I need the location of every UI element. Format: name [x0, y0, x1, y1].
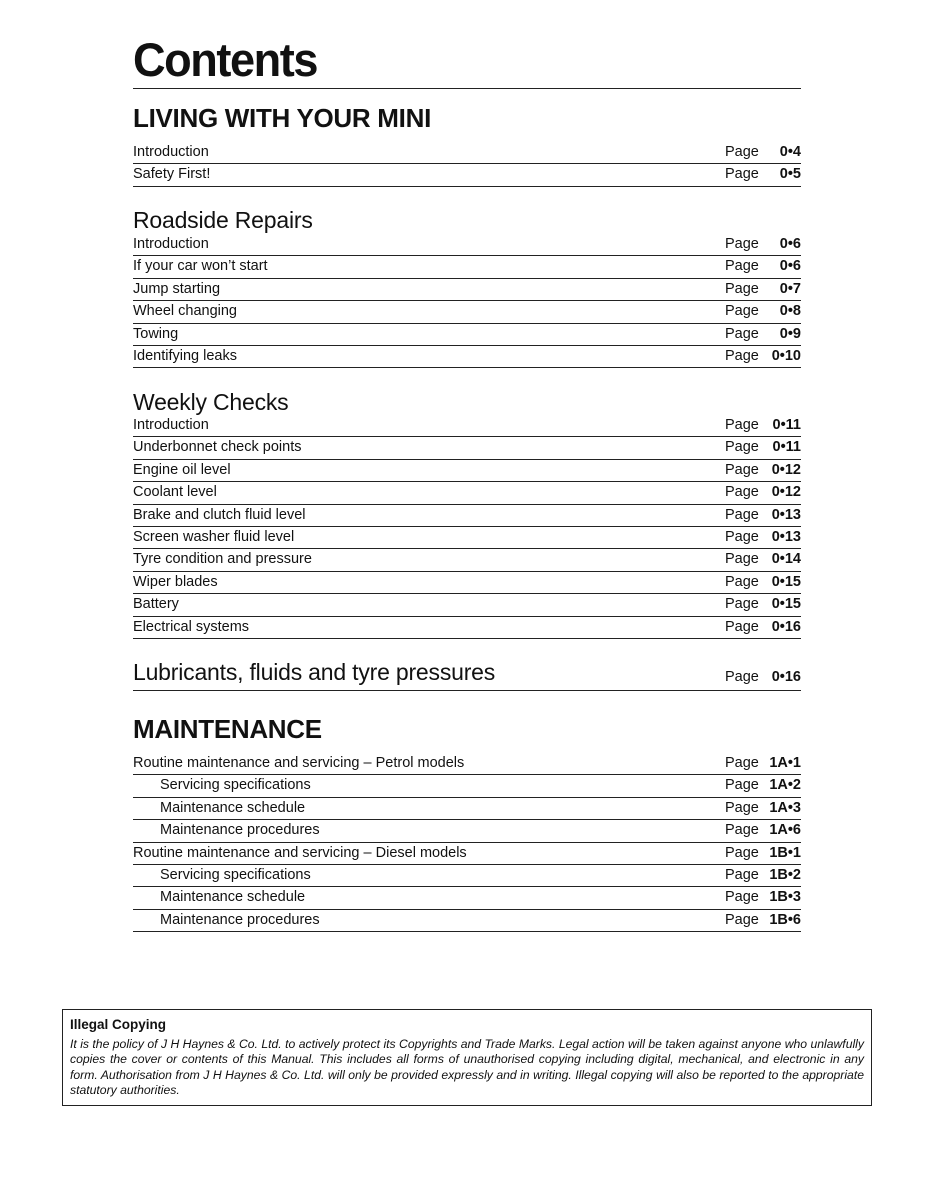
page-word: Page [725, 506, 759, 523]
toc-row[interactable] [133, 505, 801, 527]
section-heading-weekly: Weekly Checks [133, 389, 289, 415]
toc-row[interactable] [133, 301, 801, 323]
page-number: 0•4 [779, 144, 801, 160]
page-number: 0•11 [772, 417, 801, 433]
page-word: Page [725, 258, 759, 275]
toc-row[interactable] [133, 164, 801, 186]
toc-row[interactable] [133, 910, 801, 932]
toc-list-living [133, 142, 801, 187]
page-number: 1B•3 [769, 889, 801, 906]
toc-entry-label: Maintenance schedule [160, 889, 306, 906]
page-number: 0•9 [779, 325, 801, 342]
toc-row[interactable] [133, 865, 801, 887]
page-number: 0•12 [771, 484, 801, 501]
toc-row[interactable] [133, 527, 801, 549]
toc-entry-label: Towing [133, 325, 179, 342]
toc-entry-label: If your car won’t start [133, 258, 268, 275]
page-word: Page [725, 144, 759, 160]
toc-row[interactable] [133, 775, 801, 797]
toc-list-roadside [133, 234, 801, 368]
toc-entry-label: Routine maintenance and servicing – Diesel models [133, 844, 467, 861]
page-word: Page [725, 755, 759, 771]
page-number: 1A•3 [769, 799, 801, 816]
page-word: Page [725, 461, 759, 478]
page-word: Page [725, 439, 759, 456]
toc-row[interactable] [133, 753, 801, 775]
toc-entry-label: Engine oil level [133, 461, 231, 478]
page-word: Page [725, 618, 759, 635]
toc-entry-label: Maintenance procedures [160, 822, 320, 839]
page-word: Page [725, 347, 759, 364]
page-word: Page [725, 669, 759, 685]
page-word: Page [725, 573, 759, 590]
page-number: 0•15 [771, 596, 801, 613]
page-word: Page [725, 528, 759, 545]
toc-entry-label: Routine maintenance and servicing – Petrol models [133, 755, 465, 771]
page-number: 0•16 [771, 669, 801, 685]
toc-list-maintenance [133, 753, 801, 932]
page-number: 1A•2 [769, 777, 801, 794]
notice-body: It is the policy of J H Haynes & Co. Ltd. to actively protect its Copyrights and Trade Marks. Legal action will be taken against anyone who unlawfully copies the cover or contents of this Manual. This includes all forms of unauthorised copying including digital, mechanical, and electronic in any form. Authorisation from J H Haynes & Co. Ltd. will only be provided expressly and in writing. Illegal copying will also be reported to the appropriate statutory authorities. [70, 1037, 864, 1097]
toc-entry-label: Servicing specifications [160, 866, 311, 883]
toc-row[interactable] [133, 437, 801, 459]
toc-row[interactable] [133, 279, 801, 301]
toc-entry-label: Introduction [133, 144, 209, 160]
page-number: 0•11 [772, 439, 801, 456]
page-word: Page [725, 236, 759, 252]
page-number: 0•5 [779, 166, 801, 183]
page-number: 0•6 [779, 258, 801, 275]
toc-entry-label: Jump starting [133, 280, 221, 297]
page-number: 1B•1 [769, 844, 801, 861]
page-number: 0•16 [771, 618, 801, 635]
page-word: Page [725, 596, 759, 613]
toc-row[interactable] [133, 460, 801, 482]
page-number: 1A•6 [769, 822, 801, 839]
page-word: Page [725, 551, 759, 568]
page-word: Page [725, 280, 759, 297]
toc-row[interactable] [133, 346, 801, 368]
page-word: Page [725, 911, 759, 928]
toc-entry-label: Introduction [133, 417, 209, 433]
toc-row[interactable] [133, 843, 801, 865]
toc-entry-label: Introduction [133, 236, 209, 252]
toc-row[interactable] [133, 798, 801, 820]
toc-row[interactable] [133, 482, 801, 504]
page-number: 0•6 [779, 236, 801, 252]
toc-row[interactable] [133, 324, 801, 346]
illegal-copying-notice [62, 1009, 872, 1106]
page-number: 1B•6 [769, 911, 801, 928]
title-rule [133, 88, 801, 89]
toc-entry-label: Identifying leaks [133, 347, 237, 364]
toc-row[interactable] [133, 820, 801, 842]
toc-row[interactable] [133, 572, 801, 594]
toc-entry-label: Screen washer fluid level [133, 528, 295, 545]
toc-row-lubricants[interactable] [133, 660, 801, 691]
notice-title: Illegal Copying [70, 1017, 167, 1032]
page-number: 0•12 [771, 461, 801, 478]
toc-entry-label: Tyre condition and pressure [133, 551, 312, 568]
toc-entry-label: Lubricants, fluids and tyre pressures [133, 659, 496, 685]
toc-row[interactable] [133, 234, 801, 256]
toc-entry-label: Battery [133, 596, 179, 613]
page-number: 0•8 [779, 303, 801, 320]
toc-entry-label: Maintenance procedures [160, 911, 320, 928]
toc-entry-label: Underbonnet check points [133, 439, 302, 456]
toc-row[interactable] [133, 594, 801, 616]
page-title: Contents [133, 33, 317, 86]
toc-row[interactable] [133, 617, 801, 639]
toc-entry-label: Coolant level [133, 484, 217, 501]
page-number: 0•14 [771, 551, 801, 568]
toc-entry-label: Maintenance schedule [160, 799, 306, 816]
page-word: Page [725, 777, 759, 794]
toc-entry-label: Servicing specifications [160, 777, 311, 794]
toc-row[interactable] [133, 415, 801, 437]
toc-row[interactable] [133, 887, 801, 909]
toc-entry-label: Wheel changing [133, 303, 237, 320]
toc-entry-label: Electrical systems [133, 618, 250, 635]
toc-row[interactable] [133, 256, 801, 278]
page-word: Page [725, 889, 759, 906]
page-number: 0•13 [771, 528, 801, 545]
toc-list-weekly [133, 415, 801, 639]
page-number: 0•13 [771, 506, 801, 523]
section-heading-maintenance: MAINTENANCE [133, 714, 322, 744]
toc-entry-label: Safety First! [133, 166, 211, 183]
section-heading-roadside: Roadside Repairs [133, 207, 313, 233]
page-number: 0•7 [779, 280, 801, 297]
page-word: Page [725, 844, 759, 861]
page-number: 1B•2 [769, 866, 801, 883]
toc-entry-label: Wiper blades [133, 573, 218, 590]
page-word: Page [725, 799, 759, 816]
toc-row[interactable] [133, 142, 801, 164]
page-number: 0•10 [771, 347, 801, 364]
page-word: Page [725, 303, 759, 320]
page-word: Page [725, 822, 759, 839]
page-word: Page [725, 417, 759, 433]
section-heading-living: LIVING WITH YOUR MINI [133, 103, 431, 133]
page-number: 0•15 [771, 573, 801, 590]
toc-entry-label: Brake and clutch fluid level [133, 506, 306, 523]
page-word: Page [725, 166, 759, 183]
page-word: Page [725, 325, 759, 342]
page-word: Page [725, 484, 759, 501]
toc-row[interactable] [133, 549, 801, 571]
page-word: Page [725, 866, 759, 883]
page-number: 1A•1 [769, 755, 801, 771]
